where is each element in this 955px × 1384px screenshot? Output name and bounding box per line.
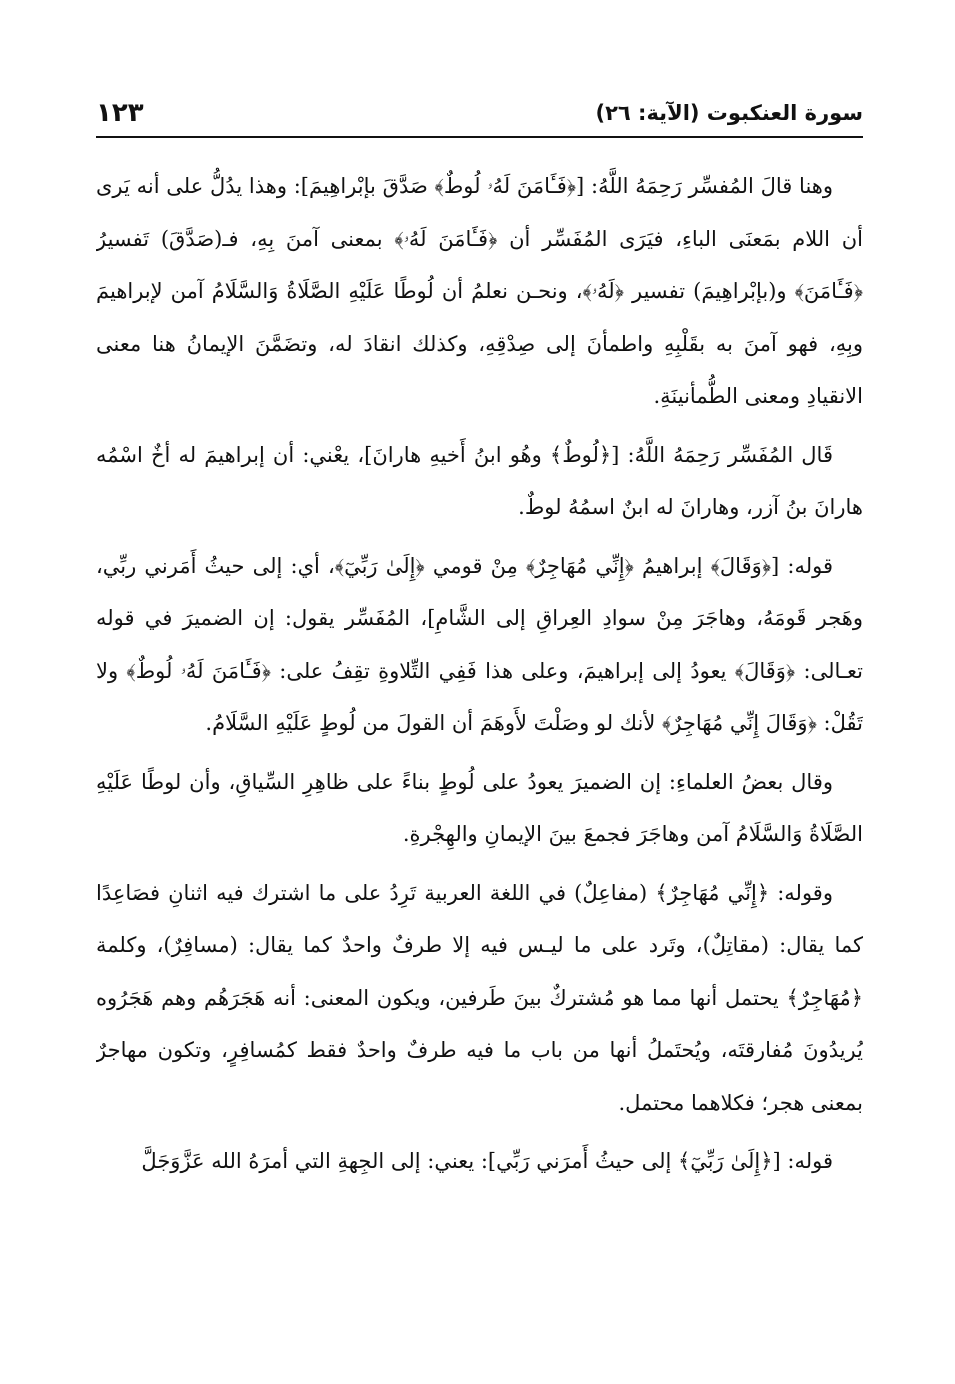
header-divider — [96, 136, 863, 138]
paragraph-6: قوله: [﴿إِلَىٰ رَبِّيٓ﴾ إلى حيثُ أَمرَني رَبِّي]: يعني: إلى الجِهةِ التي أمرَهُ الله عَزَّوَجَلَّ — [141, 1149, 833, 1173]
paragraph-4: وقال بعضُ العلماءِ: إن الضميرَ يعودُ على لُوطٍ بناءً على ظاهِرِ السِّياقِ، وأن لوطًا عَلَيْهِ الصَّلَاةُ وَالسَّلَامُ آمن وهاجَرَ فجمعَ بينَ الإيمانِ والهِجْرةِ. — [96, 769, 863, 846]
page-number: ١٢٣ — [96, 98, 144, 128]
running-title: سورة العنكبوت (الآية: ٢٦) — [595, 101, 863, 125]
paragraph-1: وهنا قالَ المُفسِّر رَحِمَهُ اللَّهُ: [﴿فَـَٔامَنَ لَهُۥ لُوطٌ﴾ صَدَّقَ بإبْراهِيمَ]: وهذا يدُلُّ على أنه يَرى أن اللام بمَعنَى الباءِ، فيَرَى المُفَسِّر أن ﴿فَـَٔامَنَ لَهُۥ﴾ بمعنى آمنَ بِهِ، فـ(صَدَّقَ) تَفسيرُ ﴿فَـَٔامَنَ﴾ و(بإبْراهِيمَ) تفسير ﴿لَهُۥ﴾، ونحـن نعلمُ أن لُوطًا عَلَيْهِ الصَّلَاةُ وَالسَّلَامُ آمن لإبراهيمَ وبِهِ، فهو آمنَ به بقَلْبِهِ واطمأنَ إلى صِدْقِهِ، وكذلك انقادَ له، وتضَمَّنَ الإيمانُ هنا معنى الانقيادِ ومعنى الطُّمأنينَةِ. — [96, 174, 863, 408]
paragraph-5: وقوله: ﴿إِنِّي مُهَاجِرٌ﴾ (مفاعِلٌ) في اللغة العربية تَرِدُ على ما اشترك فيه اثنانِ فصَاعِدًا كما يقال: (مقاتِلٌ)، وتَرد على ما ليـس فيه إلا طرفٌ واحدٌ كما يقال: (مسافِرٌ)، وكلمة ﴿مُهَاجِرٌ﴾ يحتمل أنها مما هو مُشتركٌ بينَ طَرفين، ويكون المعنى: أنه هَجَرَهُم وهم هَجَرُوه يُريدُونَ مُفارقتَه، ويُحتَملُ أنها من باب ما فيه طرفٌ واحدٌ فقط كمُسافِرٍ، وتكون مهاجرٌ بمعنى هجر؛ فكلاهما محتمل. — [96, 880, 863, 1115]
paragraph-2: قَال المُفَسِّر رَحِمَهُ اللَّهُ: [﴿لُوطٌ﴾ وهُو ابنُ أَخيهِ هارانَ]، يعْني: أن إبراهيمَ له أخٌ اسْمُه هارانَ بنُ آزر، وهارانَ له ابنٌ اسمُهُ لوطٌ. — [96, 442, 863, 519]
paragraph-3: قوله: [﴿وَقَالَ﴾ إبراهيمُ ﴿إِنِّي مُهَاجِرٌ﴾ مِنْ قومي ﴿إِلَىٰ رَبِّيٓ﴾، أي: إلى حيثُ أَمَرني ربِّي، وهَجر قَومَهُ، وهاجَرَ مِنْ سوادِ العِراقِ إلى الشَّامِ]، المُفَسِّر يقول: إن الضميرَ في قوله تعـالى: ﴿وَقَالَ﴾ يعودُ إلى إبراهيمَ، وعلى هذا فَفِي التِّلاوةِ تقِفُ على: ﴿فَـَٔامَنَ لَهُۥ لُوطٌ﴾ ولا تَقُلْ: ﴿وَقَالَ إِنِّي مُهَاجِرٌ﴾ لأنك لو وصَلْتَ لأَوهَمَ أن القولَ من لُوطٍ عَلَيْهِ السَّلَامُ. — [96, 553, 863, 735]
page-body — [96, 160, 863, 1360]
page-header — [96, 96, 863, 130]
